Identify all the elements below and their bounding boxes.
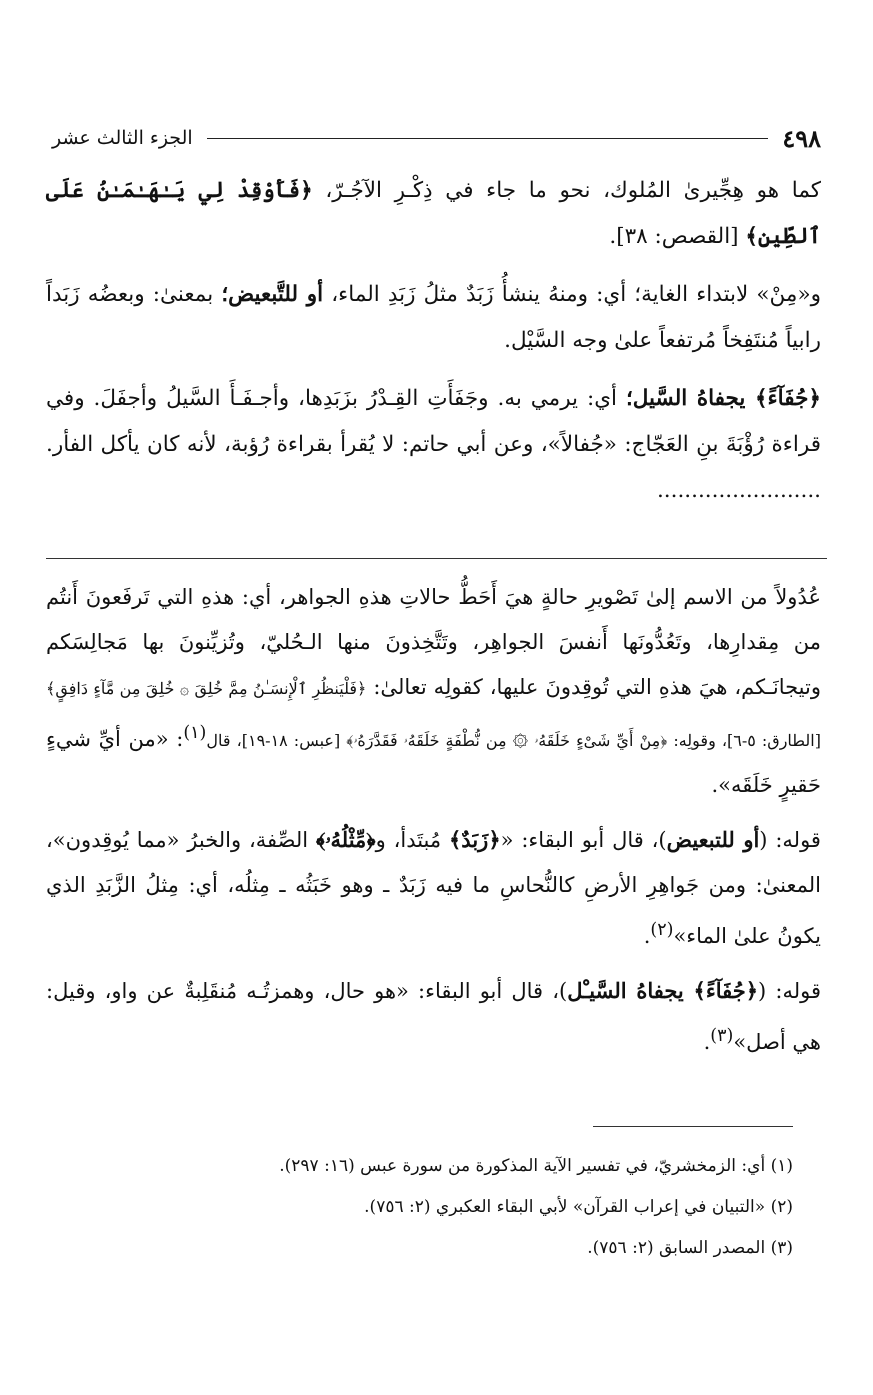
separator-rule	[46, 558, 827, 559]
text: مُبتَدأ، و	[375, 828, 449, 852]
quran-quote: ﴿زَبَدٌ﴾	[449, 827, 501, 852]
commentary-paragraph	[46, 575, 821, 808]
footnote-item: (٣) المصدر السابق (٢: ٧٥٦).	[587, 1238, 793, 1258]
main-paragraph	[46, 272, 821, 364]
quran-quote: ﴿فَأَوْقِدْ لِي يَـٰهَـٰمَـٰنُ عَلَى ٱلطِّينِ﴾	[46, 178, 821, 249]
footnotes	[60, 1146, 793, 1269]
quran-quote: ﴿فَلْيَنظُرِ ٱلْإِنسَـٰنُ مِمَّ خُلِقَ ۞ خُلِقَ مِن مَّآءٍ دَافِقٍ﴾	[46, 679, 367, 698]
quran-quote: ﴿مِنْ أَيِّ شَىْءٍ خَلَقَهُۥ ۞ مِن نُّطْفَةٍ خَلَقَهُۥ فَقَدَّرَهُۥ﴾	[346, 731, 668, 750]
text: بمعنىٰ: وبعضُه زَبَداً رابياً مُنتَفِخاً مُرتفعاً علىٰ وجه السَّيْل.	[46, 282, 821, 353]
main-text	[46, 168, 821, 526]
bold-phrase: يجفاهُ السَّيـْل	[567, 978, 694, 1003]
running-title: الجزء الثالث عشر	[52, 127, 193, 149]
quran-quote: ﴿جُفَآءً﴾	[693, 978, 759, 1003]
header-rule	[207, 138, 769, 139]
main-paragraph	[46, 168, 821, 260]
text: : «من أيِّ شيءٍ حَقيرٍ خَلَقَه».	[46, 727, 821, 797]
text: قوله: (	[759, 828, 821, 852]
footnote-ref: (٢)	[650, 920, 674, 940]
text: .	[643, 924, 651, 948]
footnote-rule	[593, 1126, 793, 1127]
commentary-paragraph	[46, 968, 821, 1065]
main-paragraph	[46, 376, 821, 514]
text: )، قال أبو البقاء: «	[500, 828, 667, 852]
footnote-item: (٢) «التبيان في إعراب القرآن» لأبي البقاء العكبري (٢: ٧٥٦).	[364, 1197, 793, 1217]
text: [القصص: ٣٨].	[609, 224, 746, 249]
text: كما هو هِجِّيرىٰ المُلوك، نحو ما جاء في ذِكْـرِ الآجُـرّ،	[312, 178, 821, 203]
text: الصِّفة، والخبرُ «مما يُوقِدون»، المعنىٰ: ومن جَواهِرِ الأرضِ كالنُّحاسِ ما فيه زَبَدٌ ـ وهو خَبَثُه ـ مِثلُه، أي: مِثلُ الزَّبَدِ الذي يكونُ علىٰ الماء»	[46, 828, 821, 948]
commentary-paragraph	[46, 817, 821, 959]
text: أي: يرمي به. وجَفَأَتِ القِـدْرُ بزَبَدِها، وأجـفَـأَ السَّيلُ وأجفَلَ. وفي قراءة رُؤْبَةَ بنِ العَجّاج: «جُفالاً»، وعن أبي حاتم: لا يُقرأ بقراءة رُؤبة، لأنه كان يأكل الفأر. ........................	[46, 386, 821, 503]
text: قوله: (	[758, 979, 821, 1003]
page-header	[52, 120, 821, 156]
footnote-item: (١) أي: الزمخشريّ، في تفسير الآية المذكورة من سورة عبس (١٦: ٢٩٧).	[279, 1156, 793, 1176]
page-number: ٤٩٨	[782, 123, 821, 153]
text: و«مِنْ» لابتداء الغاية؛ أي: ومنهُ ينشأُ زَبَدٌ مثلُ زَبَدِ الماء،	[323, 282, 821, 307]
text: )، قال أبو البقاء: «هو حال، وهمزتُـه مُنقَلِبةٌ عن واو، وقيل: هي أصل»	[46, 979, 821, 1054]
quran-quote: ﴿جُفَآءً﴾	[754, 386, 821, 411]
text: [الطارق: ٥-٦]، وقولِه:	[667, 731, 821, 750]
commentary-text	[46, 575, 821, 1074]
footnote-ref: (١)	[183, 723, 207, 743]
bold-phrase: أو للتَّبعيض؛	[221, 282, 324, 307]
text: عُدُولاً من الاسم إلىٰ تَصْويرِ حالةٍ هيَ أَحَطُّ حالاتِ هذهِ الجواهر، أي: هذهِ التي تَرفَعونَ أَنتُم من مِقدارِها، وتَعُدُّونَها أَنفسَ الجواهِر، وتَتَّخِذونَ منها الـحُليّ، وتُزيِّنونَ بها مَجالِسَكم وتيجانَـكم، هيَ هذهِ التي تُوقِدونَ عليها، كقولِه تعالىٰ:	[46, 585, 821, 699]
text: .	[703, 1030, 711, 1054]
footnote-ref: (٣)	[710, 1026, 734, 1046]
text: [عبس: ١٨-١٩]، قال	[206, 731, 347, 750]
quran-quote: ﴿مِّثْلُهُۥ﴾	[315, 827, 376, 852]
bold-phrase: أو للتبعيض	[666, 827, 760, 852]
bold-phrase: يجفاهُ السَّيل؛	[625, 386, 755, 411]
